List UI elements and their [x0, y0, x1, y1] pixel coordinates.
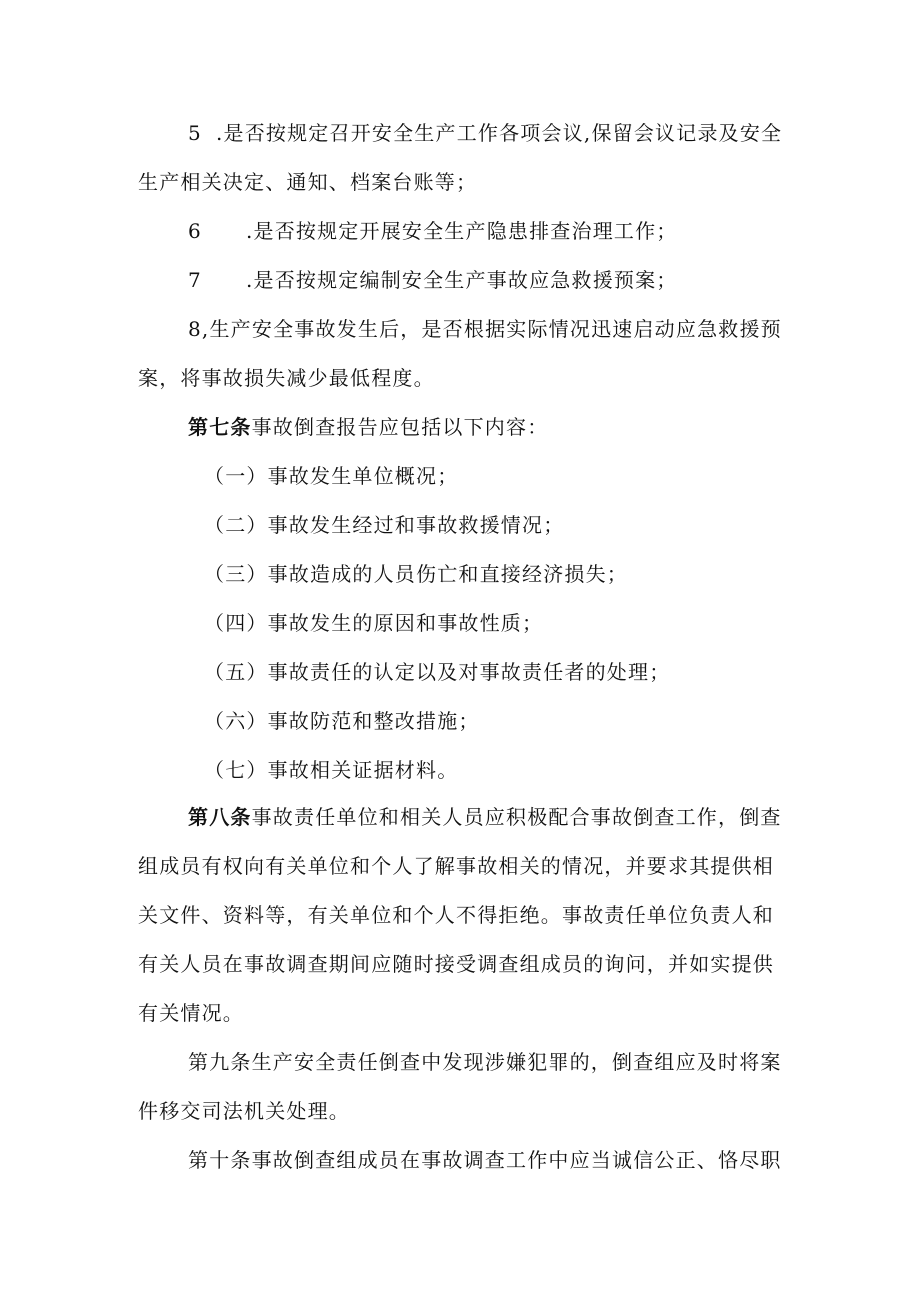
item-6-number: 6 — [188, 219, 202, 243]
item-6-text: .是否按规定开展安全生产隐患排查治理工作； — [245, 219, 678, 243]
item-5-line-2: 生产相关决定、通知、档案台账等； — [138, 170, 478, 194]
article-8-heading: 第八条 — [188, 805, 252, 829]
article-8-line-3: 关文件、资料等，有关单位和个人不得拒绝。事故责任单位负责人和 — [138, 903, 774, 927]
item-5-text: .是否按规定召开安全生产工作各项会议,保留会议记录及安全 — [215, 121, 783, 145]
article-8-line-5: 有关情况。 — [138, 1001, 244, 1025]
article-8-text-1: 事故责任单位和相关人员应积极配合事故倒查工作，倒查 — [251, 805, 782, 829]
article-7-heading: 第七条 — [188, 415, 252, 439]
article-9-line-2: 件移交司法机关处理。 — [138, 1099, 350, 1123]
article-7-item-1: （一）事故发生单位概况； — [204, 464, 459, 488]
article-9-line-1: 第九条生产安全责任倒查中发现涉嫌犯罪的，倒查组应及时将案 — [188, 1050, 782, 1074]
item-8-line-2: 案，将事故损失减少最低程度。 — [138, 366, 435, 390]
article-7-item-6: （六）事故防范和整改措施； — [204, 709, 480, 733]
item-8-line-1: 8,生产安全事故发生后，是否根据实际情况迅速启动应急救援预 — [188, 317, 782, 341]
item-5-line-1 — [188, 119, 782, 147]
article-7-intro — [188, 413, 548, 441]
item-7 — [188, 266, 678, 294]
article-8-line-2: 组成员有权向有关单位和个人了解事故相关的情况，并要求其提供相 — [138, 854, 774, 878]
article-7-item-2: （二）事故发生经过和事故救援情况； — [204, 513, 565, 537]
article-7-item-4: （四）事故发生的原因和事故性质； — [204, 611, 544, 635]
article-10-line-1: 第十条事故倒查组成员在事故调查工作中应当诚信公正、恪尽职 — [188, 1148, 782, 1172]
article-7-item-5: （五）事故责任的认定以及对事故责任者的处理； — [204, 660, 671, 684]
article-8-line-4: 有关人员在事故调查期间应随时接受调查组成员的询问，并如实提供 — [138, 952, 774, 976]
item-7-text: .是否按规定编制安全生产事故应急救援预案； — [245, 268, 678, 292]
article-7-item-7: （七）事故相关证据材料。 — [204, 758, 459, 782]
item-7-number: 7 — [188, 268, 202, 292]
article-7-item-3: （三）事故造成的人员伤亡和直接经济损失； — [204, 562, 628, 586]
article-7-text: 事故倒查报告应包括以下内容： — [251, 415, 549, 439]
item-6 — [188, 217, 678, 245]
article-8-line-1 — [188, 803, 782, 831]
item-5-number: 5 — [188, 121, 202, 145]
